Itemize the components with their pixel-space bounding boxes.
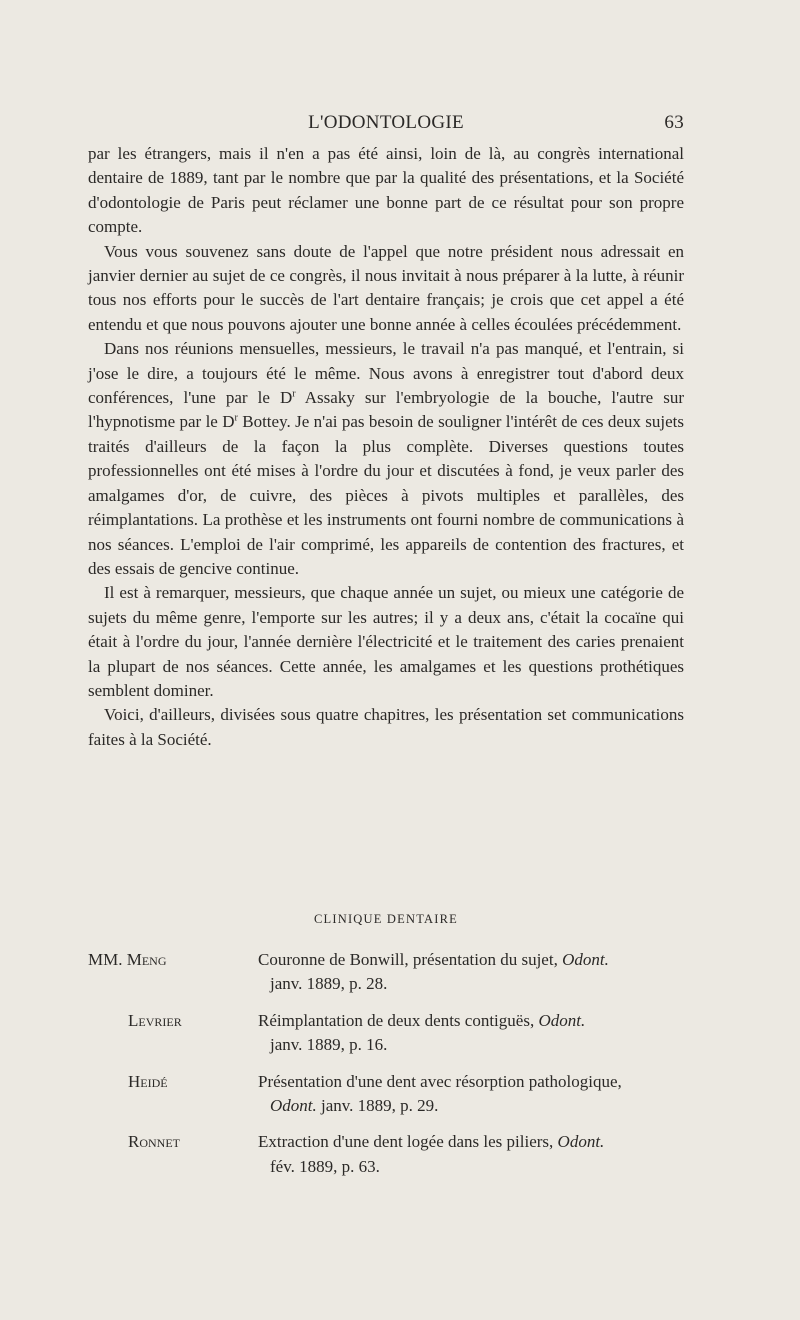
entry-title: Réimplantation de deux dents contiguës, xyxy=(258,1010,539,1030)
entry-description xyxy=(258,948,684,997)
author-name: Heidé xyxy=(128,1071,168,1091)
running-header xyxy=(88,112,684,142)
journal-title: L'ODONTOLOGIE xyxy=(308,112,464,133)
paragraph-3-part-3: Bottey. Je n'ai pas besoin de souligner l'intérêt de ces deux sujets traités d'ailleurs de la façon la plus complète. Diverses questions toutes professionnelles ont été mises à l'ordre du jour et discutées à fond, je veux parler des amalgames d'or, de cuivre, des pièces à pivots multiples et parallèles, des réimplantations. La prothèse et les instruments ont fourni nombre de communications à nos séances. L'emploi de l'air comprimé, les appareils de contention des fractures, et des essais de gencive continue. xyxy=(88,412,684,578)
journal-abbrev: Odont. xyxy=(562,950,609,969)
paragraph-1: par les étrangers, mais il n'en a pas été ainsi, loin de là, au congrès international dentaire de 1889, tant par le nombre que par la qualité des présentations, et la Société d'odontologie de Paris peut réclamer une bonne part de ce résultat pour son propre compte. xyxy=(88,144,684,237)
entry-description xyxy=(258,1070,684,1119)
body-text xyxy=(88,142,684,752)
superscript-r-1: r xyxy=(292,388,296,400)
paragraph-4: Il est à remarquer, messieurs, que chaque année un sujet, ou mieux une catégorie de sujets du même genre, l'emporte sur les autres; il y a deux ans, c'était la cocaïne qui était à l'ordre du jour, l'année dernière l'électricité et le traitement des caries prenaient la plupart de nos séances. Cette année, les amalgames et les questions prothétiques semblent dominer. xyxy=(88,583,684,700)
list-item xyxy=(88,948,684,997)
author-name: MM. Meng xyxy=(88,950,167,969)
author-name: Ronnet xyxy=(128,1132,180,1152)
entry-description xyxy=(258,1130,684,1179)
entry-reference: janv. 1889, p. 29. xyxy=(316,1096,439,1116)
journal-abbrev: Odont. xyxy=(270,1096,317,1116)
entry-description xyxy=(258,1009,684,1058)
paragraph-3 xyxy=(88,337,684,581)
entry-reference: fév. 1889, p. 63. xyxy=(270,1156,380,1176)
entry-reference: janv. 1889, p. 16. xyxy=(270,1035,388,1055)
entry-reference-line xyxy=(258,1094,684,1118)
journal-abbrev: Odont. xyxy=(557,1132,605,1152)
section-heading: CLINIQUE DENTAIRE xyxy=(313,912,459,926)
entry-reference: janv. 1889, p. 28. xyxy=(270,974,388,994)
list-item xyxy=(88,1130,684,1179)
paragraph-5: Voici, d'ailleurs, divisées sous quatre chapitres, les présentation set communications faites à la Société. xyxy=(88,705,684,749)
paragraph-3-part-2: Assaky sur l'embryologie de la bouche, l'autre sur l'hypnotisme par le D xyxy=(88,388,685,432)
entry-title: Extraction d'une dent logée dans les piliers, xyxy=(258,1132,558,1152)
page-number: 63 xyxy=(664,112,684,133)
list-item xyxy=(88,1070,684,1119)
list-item xyxy=(88,1009,684,1058)
presentation-list xyxy=(88,948,684,1191)
paragraph-3-part-1: Dans nos réunions mensuelles, messieurs, le travail n'a pas manqué, et l'entrain, si j'ose le dire, a toujours été le même. Nous avons à enregistrer tout d'abord deux conférences, l'une par le D xyxy=(88,339,684,408)
entry-title: Couronne de Bonwill, présentation du sujet, xyxy=(258,950,563,969)
journal-abbrev: Odont. xyxy=(538,1010,586,1030)
paragraph-2: Vous vous souvenez sans doute de l'appel que notre président nous adressait en janvier dernier au sujet de ce congrès, il nous invitait à nous préparer à la lutte, à réunir tous nos efforts pour le succès de l'art dentaire français; je crois que cet appel a été entendu et que nous pouvons ajouter une bonne année à celles écoulées précédemment. xyxy=(88,241,684,334)
entry-title: Présentation d'une dent avec résorption pathologique, xyxy=(258,1071,622,1091)
superscript-r-2: r xyxy=(234,412,238,424)
author-name: Levrier xyxy=(128,1010,182,1030)
